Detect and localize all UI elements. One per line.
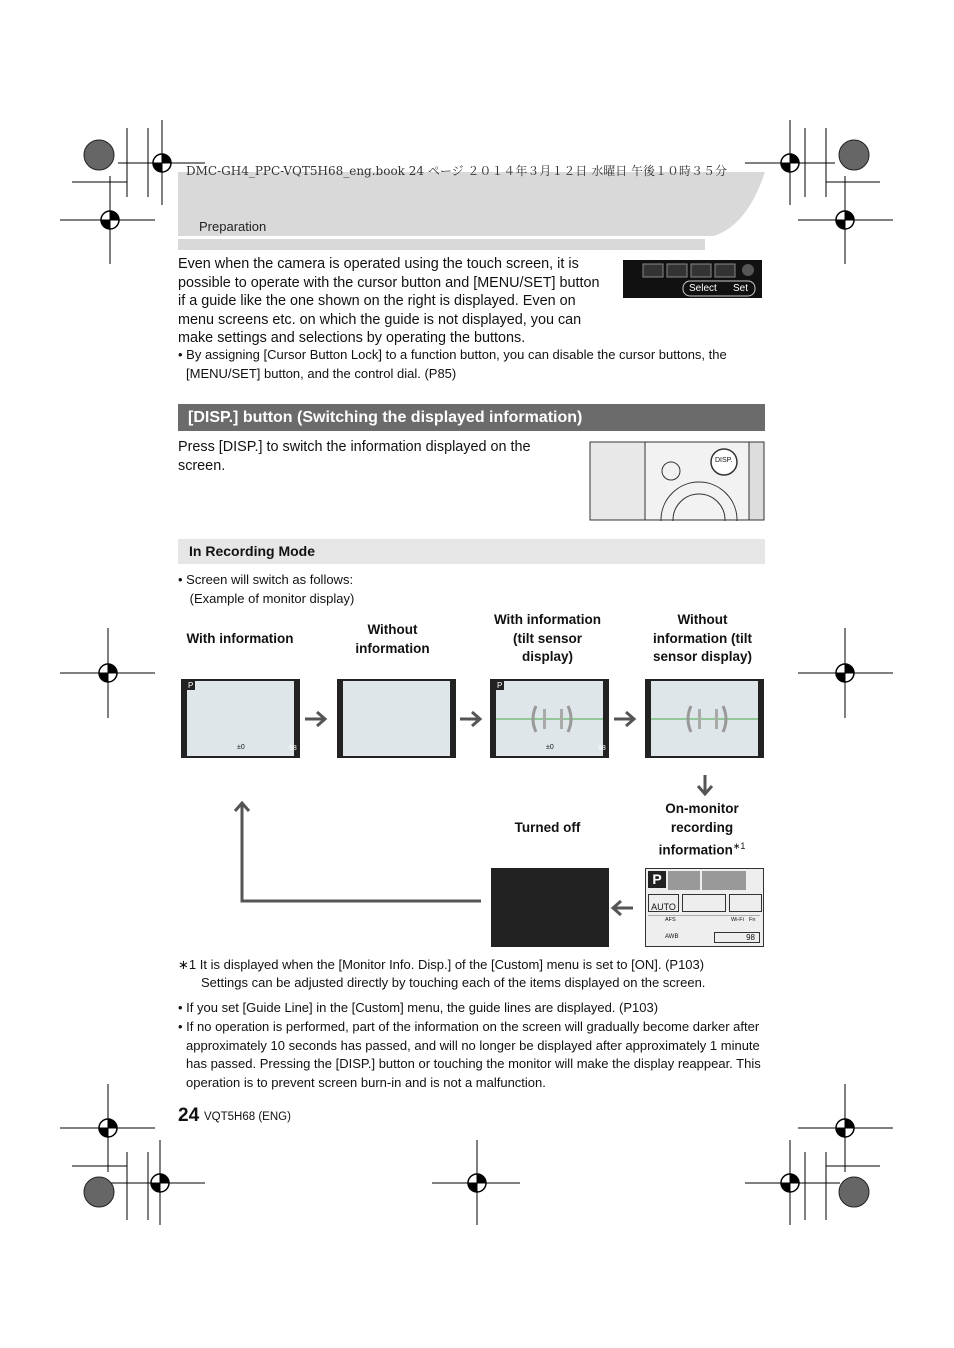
intro-bullet: • By assigning [Cursor Button Lock] to a function button, you can disable the cursor buttons, the [MENU/SET] button, and the control dial. (P85) (178, 347, 727, 381)
label-with-information-tilt: With information (tilt sensor display) (493, 612, 602, 665)
fn-label: Fn (749, 917, 756, 923)
footnote-1: ∗1 It is displayed when the [Monitor Info. Disp.] of the [Custom] menu is set to [ON]. (P103) Settings can be adjusted directly by touching each of the items displayed on the screen. (178, 957, 706, 990)
disp-button-label: DISP. (715, 457, 733, 464)
screen-turned-off (491, 868, 609, 947)
mode-p: P (497, 681, 503, 690)
mode-p: P (648, 871, 666, 888)
label-without-information: Without information (355, 622, 430, 656)
footnote-bullet-burnin: • If no operation is performed, part of the information on the screen will gradually become darker after approximately 10 seconds has passed, and will no longer be displayed after approximately 1 minute has passed. Pressing the [DISP.] button or touching the monitor will make the display reappear. This operation is to prevent screen burn-in and is not a malfunction. (178, 1019, 761, 1090)
book-info-line: DMC-GH4_PPC-VQT5H68_eng.book 24 ページ ２０１４年３月１２日 水曜日 午後１０時３５分 (186, 164, 728, 178)
section-label: Preparation (199, 219, 267, 234)
label-turned-off: Turned off (514, 820, 581, 835)
screen-on-monitor-info (645, 868, 764, 947)
shot-count: 98 (714, 932, 760, 943)
model-code: VQT5H68 (ENG) (204, 1111, 291, 1123)
exposure-value: ±0 (237, 744, 245, 751)
disp-instruction: Press [DISP.] to switch the information displayed on the screen. (178, 439, 531, 474)
afs-label: AFS (665, 917, 676, 923)
mode-p: P (188, 681, 194, 690)
label-on-monitor: On-monitor recording information$^{∗1}$ (658, 801, 746, 858)
page-number: 24 (178, 1105, 200, 1126)
intro-paragraph: Even when the camera is operated using the touch screen, it is possible to operate with the cursor button and [MENU/SET] button if a guide like the one shown on the right is displayed. Even on menu screens etc. on which the guide is not displayed, you can make settings and selections by operating the buttons. (178, 256, 600, 347)
shots-remaining: 98 (289, 745, 297, 752)
awb-label: AWB (665, 934, 679, 940)
guide-select-text: Select (689, 283, 717, 294)
recording-mode-title: In Recording Mode (178, 539, 765, 564)
iso-auto: AUTO (648, 894, 679, 912)
disp-section-title: [DISP.] button (Switching the displayed information) (178, 404, 765, 431)
label-with-information: With information (186, 631, 294, 646)
shots-remaining: 98 (598, 745, 606, 752)
guide-set-text: Set (733, 283, 749, 294)
label-without-information-tilt: Without information (tilt sensor display) (652, 612, 753, 665)
exposure-value: ±0 (546, 744, 554, 751)
footnote-bullet-guide: • If you set [Guide Line] in the [Custom] menu, the guide lines are displayed. (P103) (178, 1000, 659, 1015)
recording-bullet: • Screen will switch as follows: (Example of monitor display) (178, 572, 355, 606)
wifi-label: Wi-Fi (731, 917, 744, 923)
